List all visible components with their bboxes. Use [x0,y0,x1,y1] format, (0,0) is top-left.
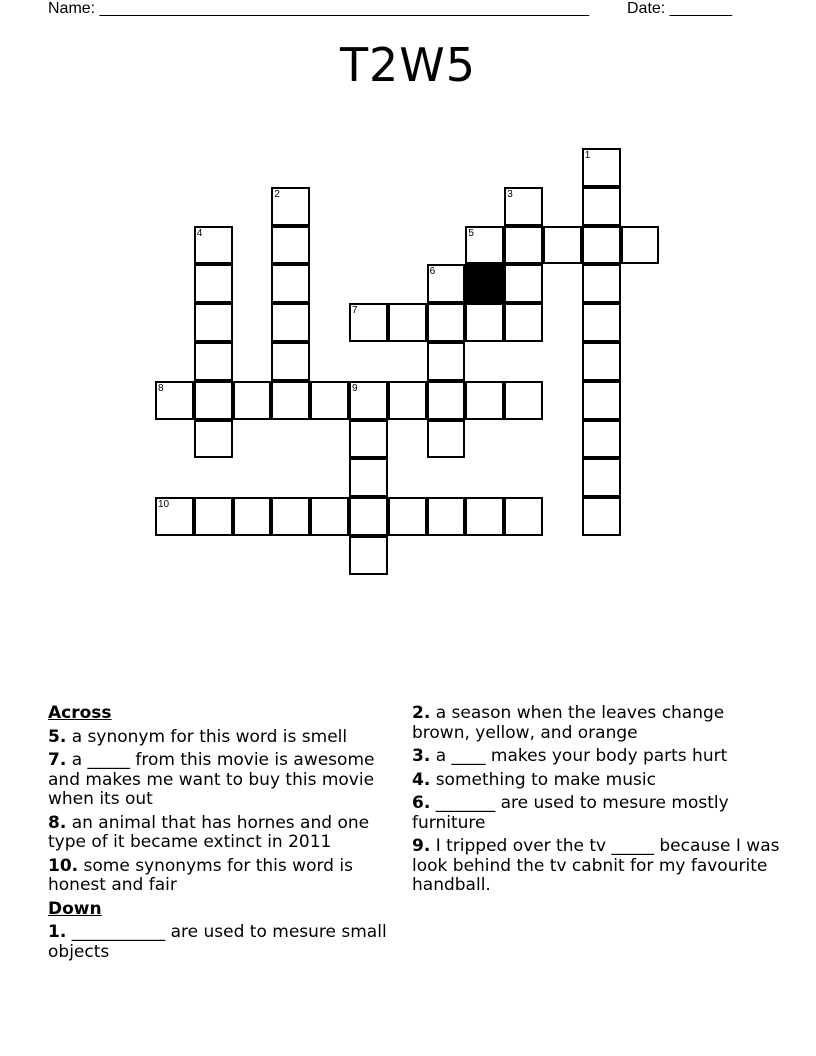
grid-cell[interactable] [427,497,466,536]
clue-number: 6. [412,793,431,813]
grid-cell[interactable] [582,187,621,226]
clue-number: 7. [48,750,67,770]
grid-cell[interactable] [388,381,427,420]
grid-cell[interactable] [271,381,310,420]
grid-cell[interactable] [194,342,233,381]
clue-text: I tripped over the tv _____ because I was look behind the tv cabnit for my favourite handball. [412,836,780,895]
clue-text: some synonyms for this word is honest and fair [48,855,353,895]
cell-number: 2 [274,188,280,200]
grid-cell[interactable] [465,381,504,420]
down-heading: Down [48,898,102,919]
grid-cell[interactable] [310,497,349,536]
grid-cell[interactable] [194,420,233,459]
grid-cell[interactable] [155,497,194,536]
grid-cell[interactable] [427,264,466,303]
clues-column-right [412,704,782,900]
clue-number: 1. [48,922,67,942]
clue-number: 10. [48,855,79,876]
grid-cell[interactable] [194,303,233,342]
cell-number: 6 [429,266,436,278]
grid-cell[interactable] [582,303,621,342]
name-field-label: Name: _______________________________________________________ [48,0,589,17]
clue-down-1 [48,923,398,962]
grid-cell[interactable] [349,381,388,420]
clue-text: _______ are used to mesure mostly furniture [412,793,729,833]
grid-cell[interactable] [194,497,233,536]
grid-cell[interactable] [194,226,233,265]
clue-down-2 [412,704,782,743]
grid-cell[interactable] [349,497,388,536]
clue-text: a ____ makes your body parts hurt [430,746,728,766]
clue-text: something to make music [430,769,656,790]
clue-number: 5. [48,726,67,747]
grid-cell[interactable] [271,226,310,265]
clue-across-10 [48,857,398,896]
grid-cell[interactable] [621,226,660,265]
grid-cell[interactable] [465,303,504,342]
grid-cell[interactable] [504,303,543,342]
across-heading: Across [48,703,112,723]
grid-cell[interactable] [271,497,310,536]
clue-down-3 [412,747,782,767]
grid-cell[interactable] [465,497,504,536]
cell-number: 8 [158,382,164,394]
grid-cell[interactable] [233,497,272,536]
clue-across-7 [48,751,398,810]
cell-number: 9 [352,382,358,394]
clue-text: an animal that has hornes and one type of it became extinct in 2011 [48,812,370,852]
grid-cell[interactable] [427,381,466,420]
grid-cell[interactable] [310,381,349,420]
grid-cell[interactable] [582,264,621,303]
grid-cell[interactable] [504,226,543,265]
grid-cell[interactable] [194,381,233,420]
grid-cell[interactable] [582,226,621,265]
clue-number: 8. [48,812,67,833]
clue-text: a synonym for this word is smell [66,726,348,747]
grid-cell[interactable] [582,420,621,459]
grid-cell[interactable] [233,381,272,420]
grid-cell[interactable] [349,536,388,575]
grid-cell[interactable] [504,497,543,536]
grid-cell[interactable] [504,264,543,303]
grid-cell[interactable] [504,187,543,226]
cell-number: 1 [584,150,591,161]
grid-cell[interactable] [582,497,621,536]
clue-number: 9. [412,836,431,856]
clue-number: 3. [412,746,431,766]
grid-cell[interactable] [194,264,233,303]
clue-text: ___________ are used to mesure small objects [48,922,387,962]
grid-cell[interactable] [582,381,621,420]
grid-cell[interactable] [349,420,388,459]
grid-cell[interactable] [271,187,310,226]
grid-cell[interactable] [465,226,504,265]
clue-down-4 [412,771,782,791]
grid-cell[interactable] [427,303,466,342]
cell-number: 3 [507,188,513,200]
grid-cell[interactable] [582,342,621,381]
clue-across-8 [48,814,398,853]
cell-number: 10 [158,499,170,511]
clue-text: a season when the leaves change brown, yellow, and orange [412,703,725,743]
grid-cell[interactable] [543,226,582,265]
grid-cell[interactable] [271,342,310,381]
clues-column-left [48,704,398,966]
grid-cell[interactable] [155,381,194,420]
grid-cell[interactable] [388,497,427,536]
grid-cell[interactable] [271,303,310,342]
grid-cell[interactable] [582,458,621,497]
cell-number: 7 [352,305,358,317]
clue-number: 4. [412,769,431,790]
clue-down-6 [412,794,782,833]
date-field-label: Date: _______ [627,0,732,17]
clue-text: a _____ from this movie is awesome and makes me want to buy this movie when its out [48,750,375,809]
grid-cell[interactable] [349,458,388,497]
grid-cell[interactable] [427,342,466,381]
blocked-cell [465,264,504,303]
clue-down-9 [412,837,782,896]
clue-number: 2. [412,703,431,723]
cell-number: 4 [196,227,203,239]
page-title: T2W5 [339,38,477,92]
grid-cell[interactable] [271,264,310,303]
grid-cell[interactable] [504,381,543,420]
clue-across-5 [48,728,398,748]
cell-number: 5 [468,227,474,239]
grid-cell[interactable] [427,420,466,459]
grid-cell[interactable] [388,303,427,342]
grid-cell[interactable] [349,303,388,342]
grid-cell[interactable] [582,148,621,187]
